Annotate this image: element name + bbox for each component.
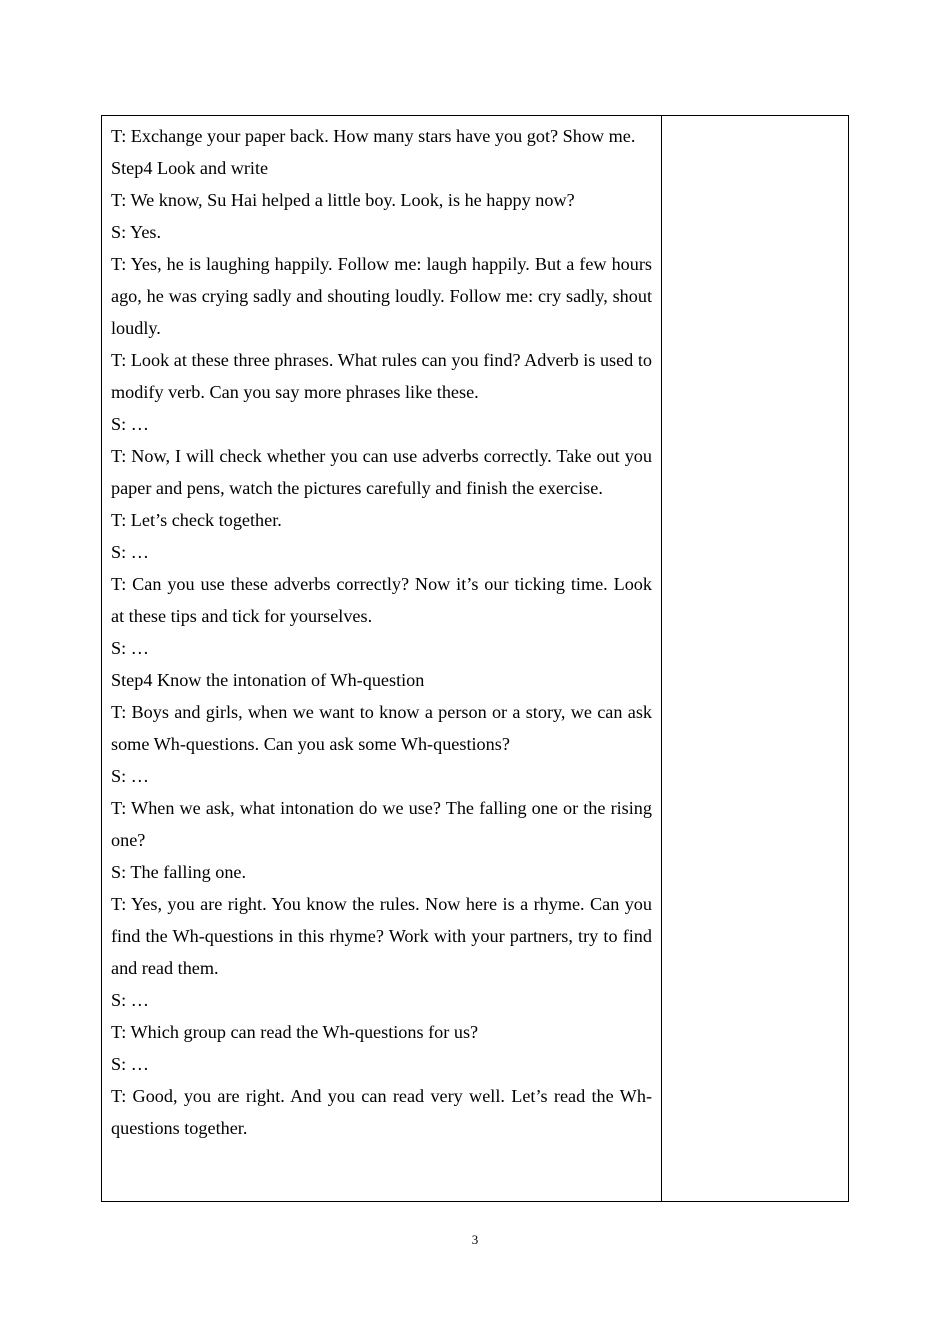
text-line: S: … [111,766,149,786]
text-line: T: We know, Su Hai helped a little boy. Look, is he happy now? [111,190,575,210]
text-line: S: … [111,414,149,434]
text-line: S: … [111,1054,149,1074]
notes-cell [662,116,848,1201]
lesson-content-cell [102,116,662,1201]
text-line: S: Yes. [111,222,162,242]
lesson-table [101,115,849,1202]
text-line: T: Yes, you are right. You know the rules. Now here is a rhyme. Can you find the Wh-questions in this rhyme? Work with your partners, try to find and read them. [111,894,652,978]
step-heading: Step4 Know the intonation of Wh-question [111,670,425,690]
text-line: T: Boys and girls, when we want to know a person or a story, we can ask some Wh-questions. Can you ask some Wh-questions? [111,702,652,754]
text-line: T: Look at these three phrases. What rules can you find? Adverb is used to modify verb. Can you say more phrases like these. [111,350,652,402]
text-line: T: Can you use these adverbs correctly? Now it’s our ticking time. Look at these tips and tick for yourselves. [111,574,652,626]
text-line: T: Exchange your paper back. How many stars have you got? Show me. [111,126,636,146]
text-line: T: Yes, he is laughing happily. Follow me: laugh happily. But a few hours ago, he was crying sadly and shouting loudly. Follow me: cry sadly, shout loudly. [111,254,652,338]
text-line: S: … [111,638,149,658]
text-line: T: Now, I will check whether you can use adverbs correctly. Take out you paper and pens, watch the pictures carefully and finish the exercise. [111,446,652,498]
page-number: 3 [471,1232,479,1247]
text-line: S: The falling one. [111,862,247,882]
text-line: T: When we ask, what intonation do we use? The falling one or the rising one? [111,798,652,850]
step-heading: Step4 Look and write [111,158,269,178]
text-line: S: … [111,990,149,1010]
text-line: T: Good, you are right. And you can read very well. Let’s read the Wh-questions together. [111,1086,652,1138]
text-line: T: Let’s check together. [111,510,282,530]
text-line: T: Which group can read the Wh-questions for us? [111,1022,479,1042]
text-line: S: … [111,542,149,562]
